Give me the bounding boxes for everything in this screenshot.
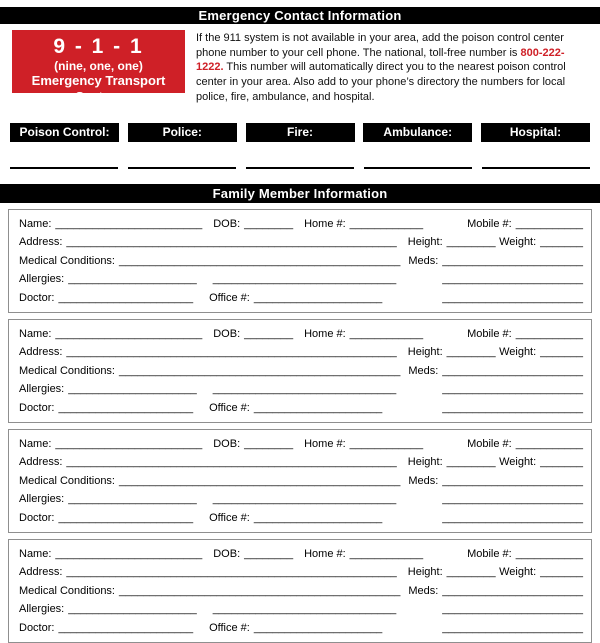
height-label: Height: (407, 566, 443, 579)
doctor-label: Doctor: (19, 511, 55, 524)
name-label: Name: (19, 547, 52, 560)
office-phone-blank-line: _____________________ (253, 511, 383, 524)
address-label: Address: (19, 566, 63, 579)
address-blank-line: ______________________________________________________ (66, 456, 397, 469)
dob-blank-line: ________ (244, 547, 294, 560)
paragraph-before: If the 911 system is not available in your area, add the poison control center phone number to your cell phone. The national, toll-free number is (196, 32, 564, 59)
height-blank-line: ________ (446, 236, 496, 249)
poison-control-phone-number: 800-222-1222. (196, 46, 565, 74)
member-row-name (19, 325, 583, 344)
height-blank-line: ________ (446, 566, 496, 579)
meds-continued-blank-line: _______________________ (442, 401, 583, 414)
dob-label: DOB: (213, 437, 241, 450)
member-row-medical (19, 362, 583, 381)
medical-conditions-label: Medical Conditions: (19, 474, 115, 487)
name-blank-line: ________________________ (55, 217, 203, 230)
office-phone-label: Office #: (209, 621, 250, 634)
contact-label-fire: Fire: (246, 123, 355, 142)
address-blank-line: ______________________________________________________ (66, 566, 397, 579)
contact-label-police: Police: (128, 123, 237, 142)
meds-continued-blank-line: _______________________ (442, 273, 583, 286)
weight-label: Weight: (499, 456, 537, 469)
weight-label: Weight: (499, 346, 537, 359)
contact-label-hospital: Hospital: (481, 123, 590, 142)
member-row-address (19, 233, 583, 252)
family-members (8, 209, 592, 643)
weight-blank-line: _______ (540, 566, 583, 579)
weight-label: Weight: (499, 236, 537, 249)
family-section-title: Family Member Information (0, 184, 600, 203)
member-row-name (19, 215, 583, 234)
weight-blank-line: _______ (540, 236, 583, 249)
mobile-phone-blank-line: ___________ (515, 547, 583, 560)
allergies-blank-line: _____________________ (68, 493, 197, 506)
member-row-doctor (19, 509, 583, 528)
allergies-continued-blank-line: ______________________________ (212, 273, 397, 286)
contact-blank-line-hospital (482, 167, 590, 169)
doctor-blank-line: ______________________ (58, 511, 194, 524)
badge-words: (nine, one, one) (54, 59, 143, 73)
member-row-address (19, 343, 583, 362)
member-row-doctor (19, 619, 583, 638)
doctor-label: Doctor: (19, 621, 55, 634)
height-label: Height: (407, 456, 443, 469)
office-phone-label: Office #: (209, 511, 250, 524)
address-label: Address: (19, 346, 63, 359)
meds-blank-line: _______________________ (442, 254, 583, 267)
address-blank-line: ______________________________________________________ (66, 346, 397, 359)
meds-continued-blank-line: _______________________ (442, 383, 583, 396)
contact-label-ambulance: Ambulance: (363, 123, 472, 142)
office-phone-blank-line: _____________________ (253, 401, 383, 414)
medical-conditions-blank-line: ______________________________________________ (119, 584, 401, 597)
medical-conditions-label: Medical Conditions: (19, 254, 115, 267)
contact-blank-line-fire (246, 167, 354, 169)
name-label: Name: (19, 437, 52, 450)
allergies-blank-line: _____________________ (68, 603, 197, 616)
meds-continued-blank-line: _______________________ (442, 621, 583, 634)
meds-blank-line: _______________________ (442, 474, 583, 487)
mobile-phone-blank-line: ___________ (515, 327, 583, 340)
home-phone-blank-line: ____________ (349, 327, 424, 340)
doctor-blank-line: ______________________ (58, 291, 194, 304)
contact-labels-row (10, 123, 590, 142)
member-row-allergies (19, 380, 583, 399)
meds-blank-line: _______________________ (442, 584, 583, 597)
name-label: Name: (19, 217, 52, 230)
member-row-medical (19, 582, 583, 601)
contact-blanks-row (10, 167, 590, 169)
address-blank-line: ______________________________________________________ (66, 236, 397, 249)
member-row-allergies (19, 270, 583, 289)
badge-number: 9 - 1 - 1 (53, 35, 144, 58)
home-phone-label: Home #: (304, 437, 346, 450)
address-label: Address: (19, 236, 63, 249)
meds-continued-blank-line: _______________________ (442, 603, 583, 616)
medical-conditions-blank-line: ______________________________________________ (119, 364, 401, 377)
office-phone-blank-line: _____________________ (253, 291, 383, 304)
contact-blank-line-ambulance (364, 167, 472, 169)
name-label: Name: (19, 327, 52, 340)
mobile-phone-blank-line: ___________ (515, 217, 583, 230)
member-row-name (19, 545, 583, 564)
member-row-allergies (19, 600, 583, 619)
medical-conditions-blank-line: ______________________________________________ (119, 254, 401, 267)
mobile-phone-blank-line: ___________ (515, 437, 583, 450)
mobile-phone-label: Mobile #: (467, 437, 512, 450)
emergency-911-badge (12, 30, 185, 104)
allergies-label: Allergies: (19, 493, 65, 506)
height-label: Height: (407, 346, 443, 359)
medical-conditions-label: Medical Conditions: (19, 364, 115, 377)
member-row-allergies (19, 490, 583, 509)
member-row-name (19, 435, 583, 454)
paragraph-after: This number will automatically direct you to the nearest poison control center in your area. Also add to your phone’s directory the numbers for local police, fire, ambulance, and hospital. (196, 61, 566, 103)
home-phone-blank-line: ____________ (349, 547, 424, 560)
home-phone-label: Home #: (304, 217, 346, 230)
mobile-phone-label: Mobile #: (467, 547, 512, 560)
height-blank-line: ________ (446, 346, 496, 359)
meds-label: Meds: (408, 474, 439, 487)
office-phone-label: Office #: (209, 291, 250, 304)
meds-continued-blank-line: _______________________ (442, 291, 583, 304)
medical-conditions-label: Medical Conditions: (19, 584, 115, 597)
weight-label: Weight: (499, 566, 537, 579)
office-phone-blank-line: _____________________ (253, 621, 383, 634)
allergies-blank-line: _____________________ (68, 383, 197, 396)
office-phone-label: Office #: (209, 401, 250, 414)
member-row-doctor (19, 399, 583, 418)
meds-label: Meds: (408, 254, 439, 267)
member-row-medical (19, 252, 583, 271)
name-blank-line: ________________________ (55, 437, 203, 450)
meds-label: Meds: (408, 364, 439, 377)
badge-caption: Emergency Transport System (31, 73, 166, 104)
mobile-phone-label: Mobile #: (467, 327, 512, 340)
member-row-medical (19, 472, 583, 491)
allergies-continued-blank-line: ______________________________ (212, 383, 397, 396)
mobile-phone-label: Mobile #: (467, 217, 512, 230)
doctor-blank-line: ______________________ (58, 401, 194, 414)
contact-label-poison-control: Poison Control: (10, 123, 119, 142)
member-row-address (19, 453, 583, 472)
doctor-label: Doctor: (19, 401, 55, 414)
member-row-address (19, 563, 583, 582)
emergency-section (12, 30, 588, 105)
meds-label: Meds: (408, 584, 439, 597)
contact-blank-line-poison-control (10, 167, 118, 169)
dob-label: DOB: (213, 217, 241, 230)
dob-blank-line: ________ (244, 217, 294, 230)
allergies-blank-line: _____________________ (68, 273, 197, 286)
medical-conditions-blank-line: ______________________________________________ (119, 474, 401, 487)
dob-label: DOB: (213, 327, 241, 340)
home-phone-blank-line: ____________ (349, 437, 424, 450)
weight-blank-line: _______ (540, 456, 583, 469)
contact-blank-line-police (128, 167, 236, 169)
family-member-block (8, 429, 592, 533)
allergies-label: Allergies: (19, 383, 65, 396)
weight-blank-line: _______ (540, 346, 583, 359)
dob-blank-line: ________ (244, 327, 294, 340)
family-member-block (8, 319, 592, 423)
allergies-continued-blank-line: ______________________________ (212, 493, 397, 506)
family-member-block (8, 209, 592, 313)
meds-continued-blank-line: _______________________ (442, 511, 583, 524)
name-blank-line: ________________________ (55, 327, 203, 340)
home-phone-blank-line: ____________ (349, 217, 424, 230)
height-blank-line: ________ (446, 456, 496, 469)
allergies-label: Allergies: (19, 273, 65, 286)
allergies-continued-blank-line: ______________________________ (212, 603, 397, 616)
family-member-block (8, 539, 592, 643)
doctor-blank-line: ______________________ (58, 621, 194, 634)
height-label: Height: (407, 236, 443, 249)
allergies-label: Allergies: (19, 603, 65, 616)
doctor-label: Doctor: (19, 291, 55, 304)
emergency-paragraph (196, 30, 588, 105)
meds-blank-line: _______________________ (442, 364, 583, 377)
meds-continued-blank-line: _______________________ (442, 493, 583, 506)
home-phone-label: Home #: (304, 547, 346, 560)
member-row-doctor (19, 289, 583, 308)
address-label: Address: (19, 456, 63, 469)
home-phone-label: Home #: (304, 327, 346, 340)
dob-label: DOB: (213, 547, 241, 560)
page-title: Emergency Contact Information (0, 7, 600, 24)
dob-blank-line: ________ (244, 437, 294, 450)
name-blank-line: ________________________ (55, 547, 203, 560)
